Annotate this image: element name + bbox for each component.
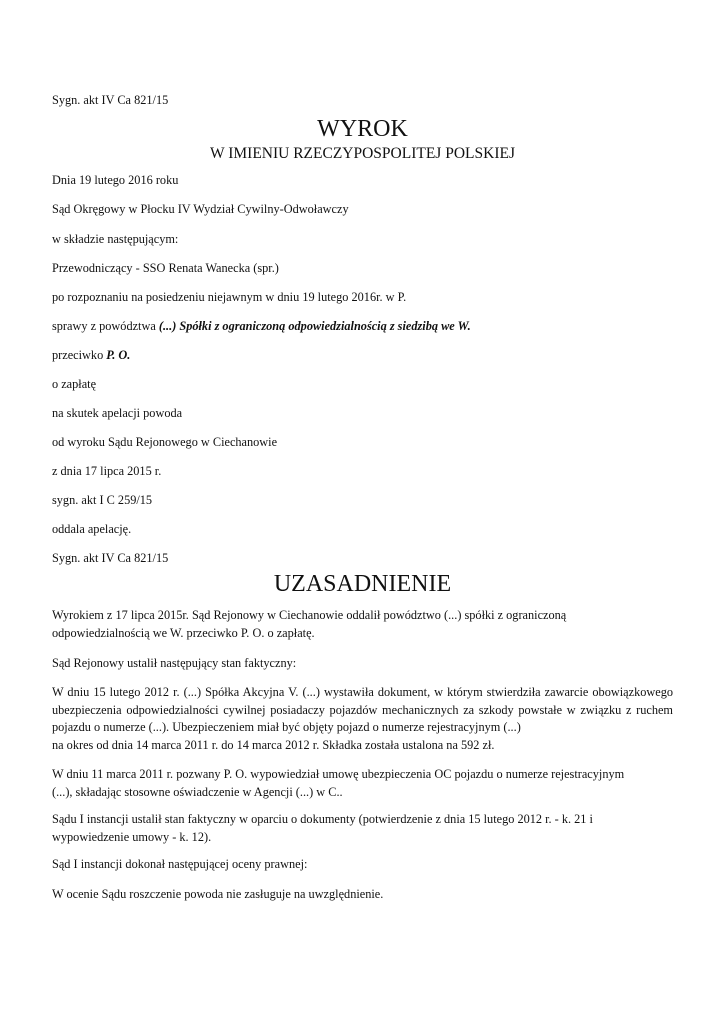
p1-line-2: odpowiedzialnością we W. przeciwko P. O. o zapłatę. xyxy=(52,625,315,640)
plaintiff-name: (...) Spółki z ograniczoną odpowiedzialnością z siedzibą we W. xyxy=(158,319,471,333)
p1-line-1: Wyrokiem z 17 lipca 2015r. Sąd Rejonowy w Ciechanowie oddalił powództwo (...) spółki z ograniczoną xyxy=(52,608,567,622)
case-prefix: sprawy z powództwa xyxy=(52,319,159,333)
justification-paragraph-5 xyxy=(52,811,673,846)
p3-line-3: w związku z ruchem pojazdu o numerze (...). Ubezpieczeniem miał być objęty pojazd o numerze rejestracyjnym (...) xyxy=(52,702,673,735)
p5-line-1: Sądu I instancji ustalił stan faktyczny w oparciu o dokumenty (potwierdzenie z dnia 15 lutego 2012 r. - k. 21 i xyxy=(52,812,593,826)
document-subtitle: W IMIENIU RZECZYPOSPOLITEJ POLSKIEJ xyxy=(210,145,515,162)
p3-line-4: na okres od dnia 14 marca 2011 r. do 14 marca 2012 r. Składka została ustalona na 592 zł. xyxy=(52,738,495,753)
p5-line-2: wypowiedzenie umowy - k. 12). xyxy=(52,829,212,844)
justification-paragraph-4 xyxy=(52,766,673,801)
justification-paragraph-2 xyxy=(52,655,673,673)
case-subject: o zapłatę xyxy=(52,377,97,391)
document-title: WYROK xyxy=(317,116,408,142)
session-info: po rozpoznaniu na posiedzeniu niejawnym w dniu 19 lutego 2016r. w P. xyxy=(52,290,407,304)
p4-line-2: (...), składając stosowne oświadczenie w Agencji (...) w C.. xyxy=(52,784,343,799)
lower-judgment: od wyroku Sądu Rejonowego w Ciechanowie xyxy=(52,435,278,449)
case-plaintiff-line xyxy=(52,319,471,334)
lower-judgment-signature: sygn. akt I C 259/15 xyxy=(52,493,153,507)
p6-line-1: Sąd I instancji dokonał następującej oceny prawnej: xyxy=(52,857,308,871)
justification-paragraph-1 xyxy=(52,607,673,642)
p3-line-2: obowiązkowego ubezpieczenia odpowiedzialności cywilnej posiadaczy pojazdów mechanicznych za szkody powstałe xyxy=(52,685,673,717)
case-signature-justification: Sygn. akt IV Ca 821/15 xyxy=(52,551,169,565)
defendant-name: P. O. xyxy=(106,348,131,362)
court-name: Sąd Okręgowy w Płocku IV Wydział Cywilny-Odwoławczy xyxy=(52,202,349,216)
p2-line-1: Sąd Rejonowy ustalił następujący stan faktyczny: xyxy=(52,656,297,670)
lower-judgment-date: z dnia 17 lipca 2015 r. xyxy=(52,464,162,478)
p4-line-1: W dniu 11 marca 2011 r. pozwany P. O. wypowiedział umowę ubezpieczenia OC pojazdu o numerze rejestracyjnym xyxy=(52,767,625,781)
justification-title: UZASADNIENIE xyxy=(273,571,452,597)
justification-paragraph-7 xyxy=(52,886,673,904)
presiding-judge: Przewodniczący - SSO Renata Wanecka (spr.) xyxy=(52,261,279,275)
case-defendant-line xyxy=(52,348,130,363)
case-signature-top: Sygn. akt IV Ca 821/15 xyxy=(52,93,169,107)
p7-line-1: W ocenie Sądu roszczenie powoda nie zasługuje na uwzględnienie. xyxy=(52,887,384,901)
ruling: oddala apelację. xyxy=(52,522,132,536)
justification-paragraph-6 xyxy=(52,856,673,874)
against-prefix: przeciwko xyxy=(52,348,107,362)
appeal-info: na skutek apelacji powoda xyxy=(52,406,183,420)
justification-paragraph-3 xyxy=(52,684,673,755)
verdict-date: Dnia 19 lutego 2016 roku xyxy=(52,173,179,187)
composition-label: w składzie następującym: xyxy=(52,232,179,246)
p3-line-1: W dniu 15 lutego 2012 r. (...) Spółka Akcyjna V. (...) wystawiła dokument, w którym stwierdziła zawarcie xyxy=(52,685,589,699)
